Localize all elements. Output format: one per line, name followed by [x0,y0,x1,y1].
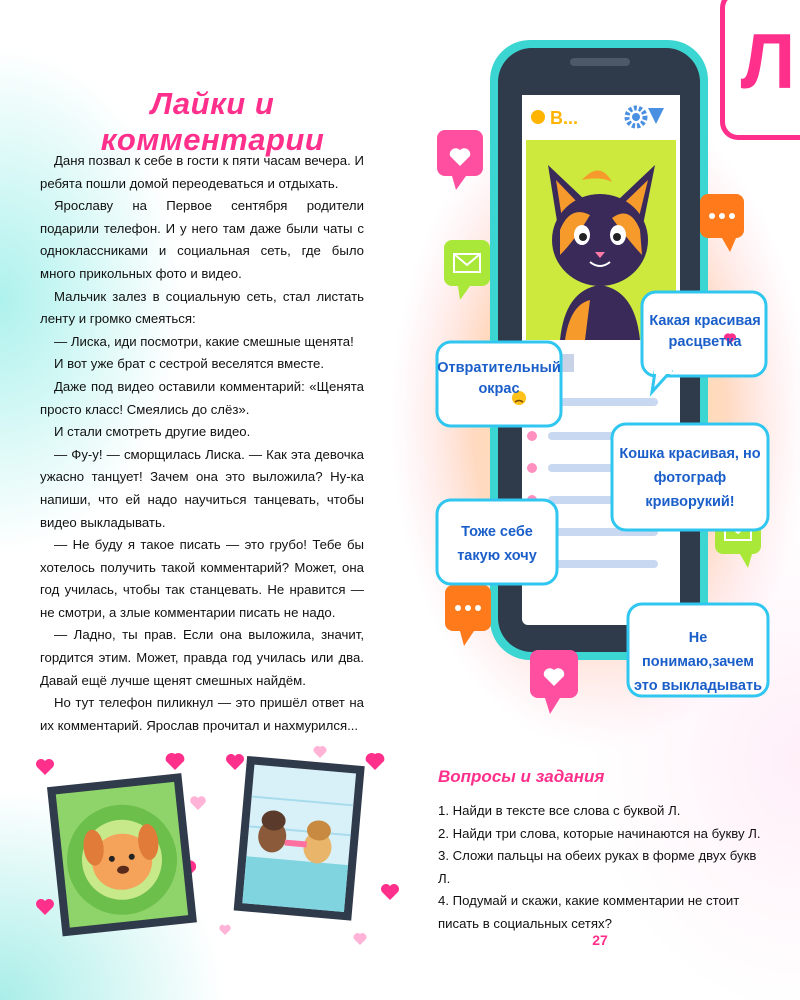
story-paragraph: — Лиска, иди посмотри, какие смешные щенята! [54,333,354,349]
puppy-photo [47,773,197,936]
question-item: 3. Сложи пальцы на обеих руках в форме двух букв Л. [438,848,757,886]
story-paragraph: — Ладно, ты прав. Если она выложила, значит, гордится этим. Может, правда год училась или два. Давай ещё лучше щенят смешных найдём. [40,627,364,688]
page-number: 27 [592,932,608,948]
story-paragraph: И вот уже брат с сестрой веселятся вместе. [54,356,325,372]
story-paragraph: Но тут телефон пиликнул — это пришёл ответ на их комментарий. Ярослав прочитал и нахмурился... [40,695,364,733]
chapter-letter: Л [740,17,796,105]
questions-title: Вопросы и задания [438,767,605,786]
story-paragraph: И стали смотреть другие видео. [54,424,251,440]
puppies-photo [234,756,365,921]
question-item: 1. Найди в тексте все слова с буквой Л. [438,803,681,818]
story-paragraph: — Фу-у! — сморщилась Лиска. — Как эта девочка ужасно танцует! Зачем она это выложила? Ну-ка напиши, что ей надо научиться танцевать, чтобы видео выкладывать. [40,446,364,530]
phone-speaker [570,58,630,66]
question-item: 4. Подумай и скажи, какие комментарии не стоит писать в социальных сетях? [438,893,740,931]
comment-want-same: Тоже себе такую хочу [457,524,537,564]
comment-cat-pretty: Кошка красивая, но фотограф криворукий! [619,446,761,510]
comment-ugly-color: Отвратительный окрас [437,360,561,397]
questions-list [438,800,768,935]
question-item: 2. Найди три слова, которые начинаются на букву Л. [438,825,761,841]
story-paragraph: Даже под видео оставили комментарий: «Щенята просто класс! Смеялись до слёз». [40,378,364,417]
story-paragraph: — Не буду я такое писать — это грубо! Тебе бы хотелось получить такой комментарий? Может, она год училась, чтобы так станцевать. Не нравится — не смотри, а злые комментарии писать не надо. [40,537,364,620]
story-paragraph: Мальчик залез в социальную сеть, стал листать ленту и громко смеяться: [40,288,364,327]
status-dot-icon [531,110,545,124]
page-title: Лайки и комментарии [100,86,325,157]
comment-pretty-color: Какая красивая расцветка [649,313,761,350]
comment-dont-understand: Не понимаю,зачем это выкладывать [633,630,762,694]
story-paragraph: Ярославу на Первое сентября родители подарили телефон. И у него там даже были чаты с одноклассниками и социальная сеть, где было много прикольных фото и видео. [40,198,364,281]
story-paragraph: Даня позвал к себе в гости к пяти часам вечера. И ребята пошли домой переодеваться и отдыхать. [40,153,364,191]
profile-label: В... [550,108,579,128]
